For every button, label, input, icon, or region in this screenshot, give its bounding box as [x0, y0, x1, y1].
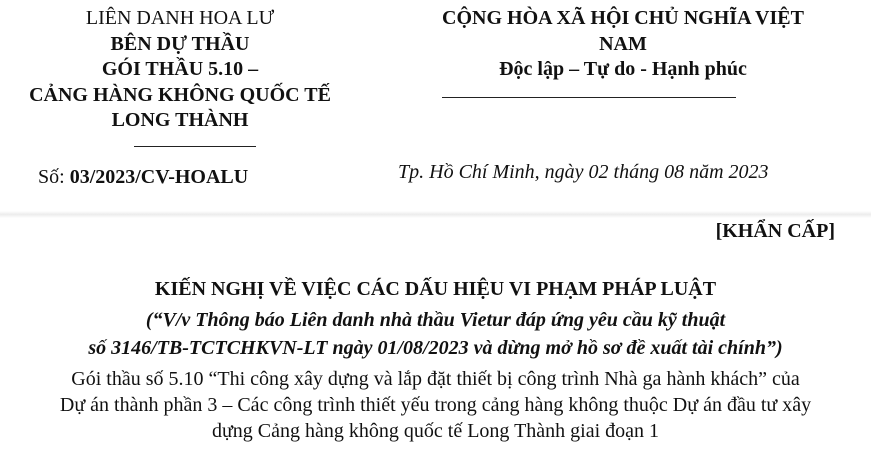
document-number: [38, 166, 248, 189]
document-subject: [0, 306, 871, 362]
body-line3: dựng Cảng hàng không quốc tế Long Thành giai đoạn 1: [211, 420, 660, 442]
issuer-package: GÓI THẦU 5.10 –: [101, 58, 259, 80]
country-name-line1: CỘNG HÒA XÃ HỘI CHỦ NGHĨA VIỆT: [442, 7, 804, 29]
issuer-airport-line1: CẢNG HÀNG KHÔNG QUỐC TẾ: [29, 83, 331, 106]
body-line2: Dự án thành phần 3 – Các công trình thiết yếu trong cảng hàng không thuộc Dự án đầu tư xây: [59, 394, 812, 416]
issuer-block: [0, 6, 360, 134]
issuer-underline: [134, 146, 256, 147]
body-text: [0, 366, 871, 444]
motto-underline: [442, 97, 736, 98]
subject-line1: (“V/v Thông báo Liên danh nhà thầu Vietur đáp ứng yêu cầu kỹ thuật: [145, 309, 726, 331]
issuer-airport-line2: LONG THÀNH: [111, 109, 249, 131]
document-number-label: Số:: [38, 166, 65, 188]
document-title: KIẾN NGHỊ VỀ VIỆC CÁC DẤU HIỆU VI PHẠM PHÁP LUẬT: [154, 278, 717, 300]
document-number-value: 03/2023/CV-HOALU: [69, 166, 249, 188]
issuer-consortium-name: LIÊN DANH HOA LƯ: [85, 7, 275, 29]
country-name-line2: NAM: [599, 32, 647, 55]
place-and-date: Tp. Hồ Chí Minh, ngày 02 tháng 08 năm 2023: [398, 161, 769, 183]
subject-line2: số 3146/TB-TCTCHKVN-LT ngày 01/08/2023 và dừng mở hồ sơ đề xuất tài chính”): [88, 337, 783, 359]
national-motto: Độc lập – Tự do - Hạnh phúc: [499, 58, 747, 80]
issuer-role: BÊN DỰ THẦU: [110, 32, 250, 55]
scan-fold-band: [0, 211, 871, 218]
body-line1: Gói thầu số 5.10 “Thi công xây dựng và lắp đặt thiết bị công trình Nhà ga hành khách” của: [71, 368, 800, 390]
national-header: [375, 6, 871, 83]
urgency-mark: [KHẨN CẤP]: [715, 220, 835, 242]
